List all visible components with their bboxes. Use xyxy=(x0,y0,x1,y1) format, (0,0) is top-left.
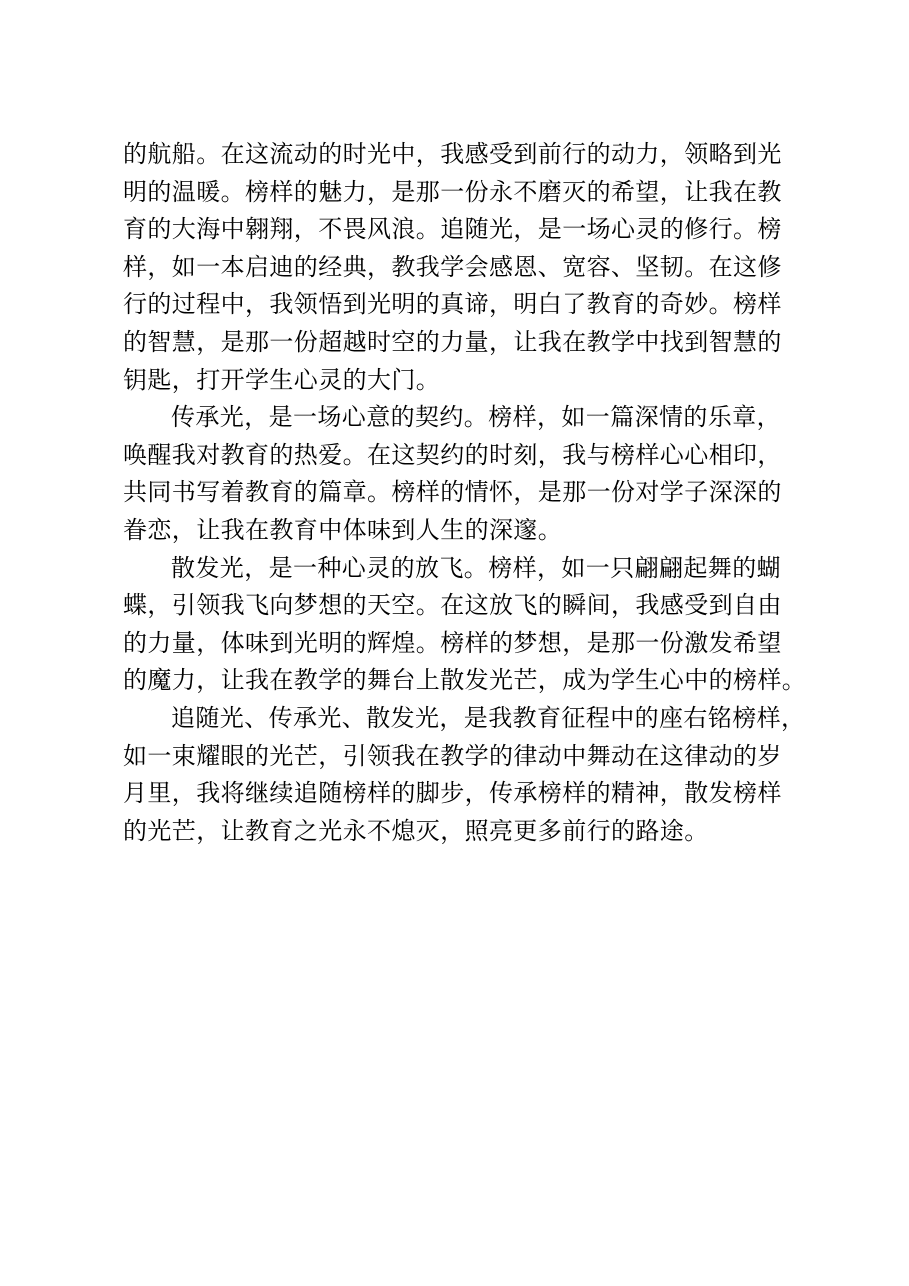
text-line: 育的大海中翱翔，不畏风浪。追随光，是一场心灵的修行。榜 xyxy=(123,215,782,244)
text-line-first: 传承光，是一场心意的契约。榜样，如一篇深情的乐章， xyxy=(171,403,781,432)
text-line: 共同书写着教育的篇章。榜样的情怀，是那一份对学子深深的 xyxy=(123,478,782,507)
text-line: 唤醒我对教育的热爱。在这契约的时刻，我与榜样心心相印， xyxy=(123,440,782,469)
text-line: 的魔力，让我在教学的舞台上散发光芒，成为学生心中的榜样。 xyxy=(123,666,807,695)
text-line: 明的温暖。榜样的魅力，是那一份永不磨灭的希望，让我在教 xyxy=(123,177,782,206)
text-line-first: 追随光、传承光、散发光，是我教育征程中的座右铭榜样， xyxy=(171,703,806,732)
text-line: 眷恋，让我在教育中体味到人生的深邃。 xyxy=(123,515,563,544)
document-body xyxy=(123,136,807,850)
text-line: 的航船。在这流动的时光中，我感受到前行的动力，领略到光 xyxy=(123,140,782,168)
text-line: 的智慧，是那一份超越时空的力量，让我在教学中找到智慧的 xyxy=(123,327,782,356)
text-line: 行的过程中，我领悟到光明的真谛，明白了教育的奇妙。榜样 xyxy=(123,290,782,319)
text-line: 钥匙，打开学生心灵的大门。 xyxy=(123,365,441,394)
text-line: 的光芒，让教育之光永不熄灭，照亮更多前行的路途。 xyxy=(123,816,709,845)
paragraph-2 xyxy=(123,399,795,549)
text-line: 的力量，体味到光明的辉煌。榜样的梦想，是那一份激发希望 xyxy=(123,628,782,657)
paragraph-1 xyxy=(123,136,795,399)
text-line: 蝶，引领我飞向梦想的天空。在这放飞的瞬间，我感受到自由 xyxy=(123,591,782,620)
text-line: 月里，我将继续追随榜样的脚步，传承榜样的精神，散发榜样 xyxy=(123,779,782,808)
text-line-first: 散发光，是一种心灵的放飞。榜样，如一只翩翩起舞的蝴 xyxy=(171,553,781,582)
text-line: 如一束耀眼的光芒，引领我在教学的律动中舞动在这律动的岁 xyxy=(123,741,782,770)
paragraph-4 xyxy=(123,700,806,850)
text-line: 样，如一本启迪的经典，教我学会感恩、宽容、坚韧。在这修 xyxy=(123,252,782,281)
paragraph-3 xyxy=(123,550,807,700)
